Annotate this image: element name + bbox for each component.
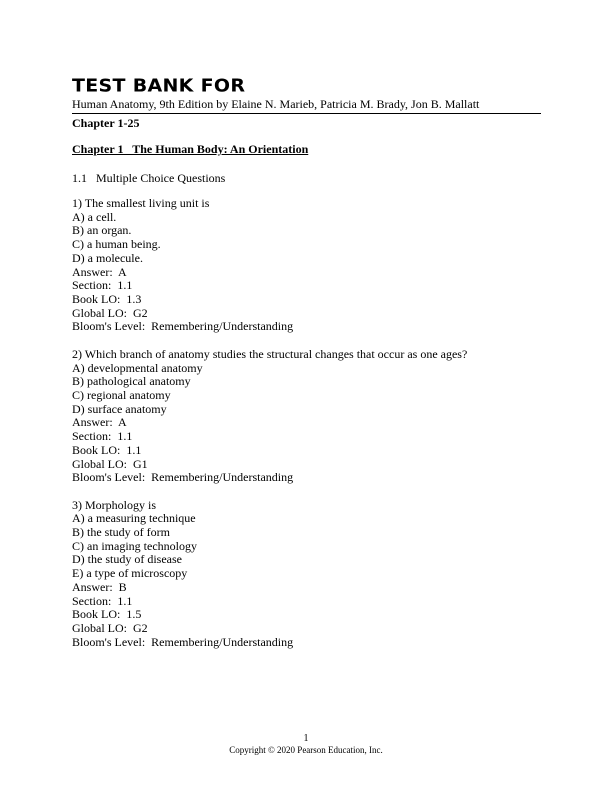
- section-ref: Section: 1.1: [72, 278, 133, 293]
- book-lo: Book LO: 1.5: [72, 607, 142, 622]
- chapter-range: Chapter 1-25: [72, 116, 140, 130]
- answer-option: A) a measuring technique: [72, 511, 196, 526]
- section-ref: Section: 1.1: [72, 429, 133, 444]
- answer-option: B) the study of form: [72, 525, 170, 539]
- book-lo: Book LO: 1.1: [72, 442, 142, 457]
- answer-option: A) a cell.: [72, 209, 117, 224]
- global-lo: Global LO: G1: [72, 456, 148, 471]
- answer-option: D) surface anatomy: [72, 401, 167, 416]
- answer-option: D) the study of disease: [72, 552, 182, 567]
- answer-key: Answer: A: [72, 264, 127, 279]
- question-2: [72, 348, 542, 485]
- answer-key: Answer: B: [72, 579, 127, 594]
- global-lo: Global LO: G2: [72, 305, 148, 320]
- copyright-notice: Copyright © 2020 Pearson Education, Inc.: [229, 745, 383, 755]
- global-lo: Global LO: G2: [72, 621, 148, 636]
- answer-option: E) a type of microscopy: [72, 566, 188, 581]
- question-stem: 2) Which branch of anatomy studies the structural changes that occur as one ages?: [72, 346, 468, 361]
- header-rule: [72, 113, 541, 114]
- blooms-level: Bloom's Level: Remembering/Understanding: [72, 319, 294, 334]
- chapter-heading: Chapter 1 The Human Body: An Orientation: [72, 142, 309, 156]
- answer-option: C) a human being.: [72, 237, 161, 252]
- question-list: [72, 197, 542, 663]
- page-number: 1: [303, 733, 309, 744]
- section-ref: Section: 1.1: [72, 593, 133, 608]
- answer-option: B) pathological anatomy: [72, 374, 191, 389]
- answer-option: A) developmental anatomy: [72, 360, 203, 375]
- book-title: Human Anatomy, 9th Edition by Elaine N. Marieb, Patricia M. Brady, Jon B. Mallatt: [72, 97, 480, 111]
- question-stem: 1) The smallest living unit is: [72, 196, 210, 210]
- answer-key: Answer: A: [72, 415, 127, 430]
- answer-option: B) an organ.: [72, 223, 132, 238]
- answer-option: C) an imaging technology: [72, 538, 197, 553]
- answer-option: D) a molecule.: [72, 250, 143, 265]
- blooms-level: Bloom's Level: Remembering/Understanding: [72, 470, 294, 485]
- question-1: [72, 197, 542, 334]
- test-bank-title: TEST BANK FOR: [72, 76, 246, 97]
- section-heading: 1.1 Multiple Choice Questions: [72, 171, 226, 185]
- book-lo: Book LO: 1.3: [72, 292, 142, 307]
- blooms-level: Bloom's Level: Remembering/Understanding: [72, 634, 294, 649]
- question-3: [72, 499, 542, 650]
- answer-option: C) regional anatomy: [72, 387, 171, 402]
- question-stem: 3) Morphology is: [72, 497, 156, 512]
